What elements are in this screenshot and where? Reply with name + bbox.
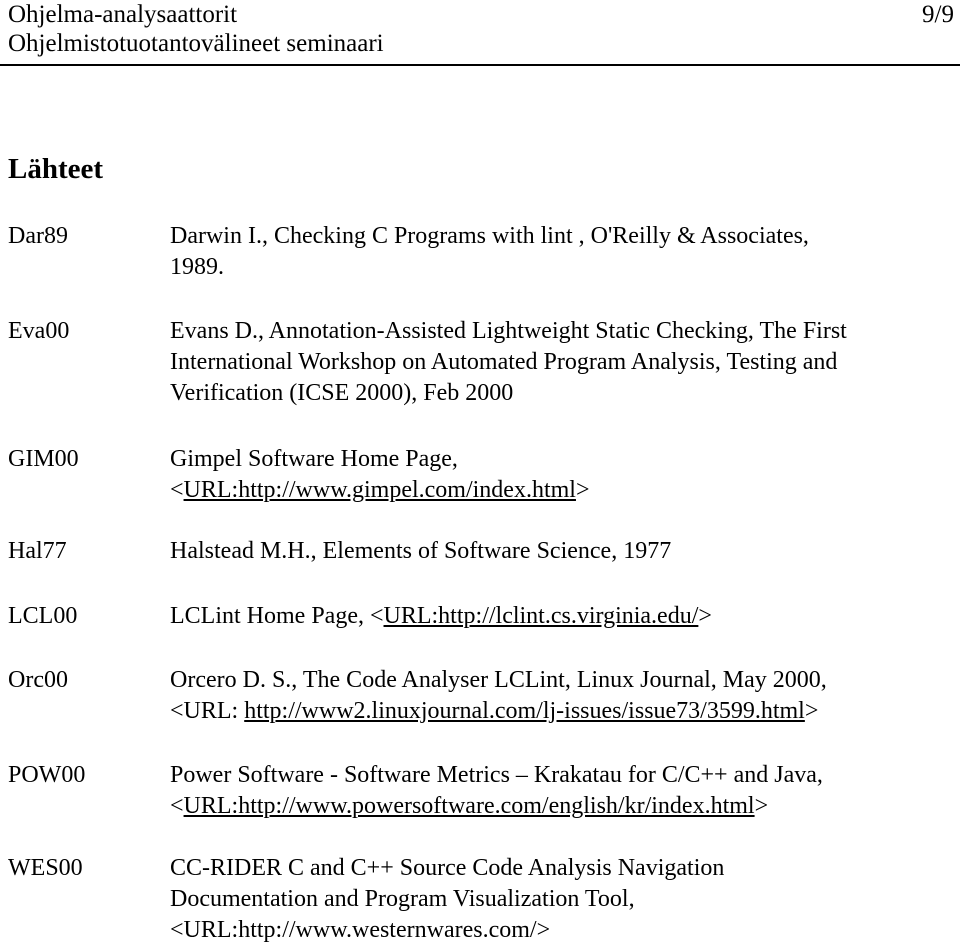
reference-url: http://www2.linuxjournal.com/lj-issues/issue73/3599.html xyxy=(244,698,805,724)
reference-text-segment: 1989. xyxy=(170,254,224,280)
reference-url: URL:http://lclint.cs.virginia.edu/ xyxy=(383,603,699,629)
section-heading: Lähteet xyxy=(8,153,104,185)
reference-line xyxy=(170,444,950,475)
reference-text-segment: Documentation and Program Visualization Tool, xyxy=(170,886,635,912)
reference-text xyxy=(170,601,950,632)
reference-text-segment: LCLint Home Page, < xyxy=(170,603,384,629)
reference-key: Dar89 xyxy=(8,223,68,249)
reference-text xyxy=(170,853,950,946)
reference-text-segment: <URL:http://www.westernwares.com/> xyxy=(170,917,551,943)
reference-text-segment: CC-RIDER C and C++ Source Code Analysis Navigation xyxy=(170,855,725,881)
reference-text-segment: > xyxy=(575,477,590,503)
reference-text xyxy=(170,665,950,727)
reference-line xyxy=(170,665,950,696)
reference-line xyxy=(170,221,950,252)
reference-text xyxy=(170,444,950,506)
reference-text-segment: Verification (ICSE 2000), Feb 2000 xyxy=(170,380,514,406)
reference-line xyxy=(170,601,950,632)
reference-line xyxy=(170,347,950,378)
reference-key: Eva00 xyxy=(8,318,70,344)
reference-key: POW00 xyxy=(8,762,86,788)
reference-text xyxy=(170,316,950,409)
reference-line xyxy=(170,696,950,727)
header-rule xyxy=(0,64,960,66)
reference-line xyxy=(170,252,950,283)
reference-line xyxy=(170,316,950,347)
reference-key: WES00 xyxy=(8,855,83,881)
reference-text-segment: > xyxy=(754,793,769,819)
page-number: 9/9 xyxy=(922,1,954,28)
reference-text-segment: <URL: xyxy=(170,698,245,724)
reference-text-segment: > xyxy=(804,698,819,724)
reference-text-segment: Power Software - Software Metrics – Krakatau for C/C++ and Java, xyxy=(170,762,823,788)
header-subtitle: Ohjelmistotuotantovälineet seminaari xyxy=(8,30,384,57)
reference-text-segment: International Workshop on Automated Program Analysis, Testing and xyxy=(170,349,838,375)
reference-line xyxy=(170,915,950,946)
reference-line xyxy=(170,760,950,791)
reference-text-segment: > xyxy=(698,603,712,629)
reference-key: LCL00 xyxy=(8,603,78,629)
reference-url: URL:http://www.gimpel.com/index.html xyxy=(183,477,576,503)
reference-text xyxy=(170,760,950,822)
reference-line xyxy=(170,378,950,409)
reference-text xyxy=(170,221,950,283)
reference-key: GIM00 xyxy=(8,446,79,472)
reference-url: URL:http://www.powersoftware.com/english/kr/index.html xyxy=(183,793,755,819)
reference-text-segment: Gimpel Software Home Page, xyxy=(170,446,458,472)
reference-line xyxy=(170,884,950,915)
reference-text-segment: < xyxy=(170,793,184,819)
reference-text-segment: < xyxy=(170,477,184,503)
reference-line xyxy=(170,791,950,822)
reference-line xyxy=(170,853,950,884)
header-title: Ohjelma-analysaattorit xyxy=(8,1,238,28)
reference-text-segment: Orcero D. S., The Code Analyser LCLint, Linux Journal, May 2000, xyxy=(170,667,827,693)
reference-key: Orc00 xyxy=(8,667,68,693)
reference-text-segment: Darwin I., Checking C Programs with lint , O'Reilly & Associates, xyxy=(170,223,809,249)
reference-line xyxy=(170,536,950,567)
reference-text-segment: Evans D., Annotation-Assisted Lightweight Static Checking, The First xyxy=(170,318,847,344)
reference-line xyxy=(170,475,950,506)
reference-text-segment: Halstead M.H., Elements of Software Science, 1977 xyxy=(170,538,672,564)
reference-text xyxy=(170,536,950,567)
reference-key: Hal77 xyxy=(8,538,67,564)
